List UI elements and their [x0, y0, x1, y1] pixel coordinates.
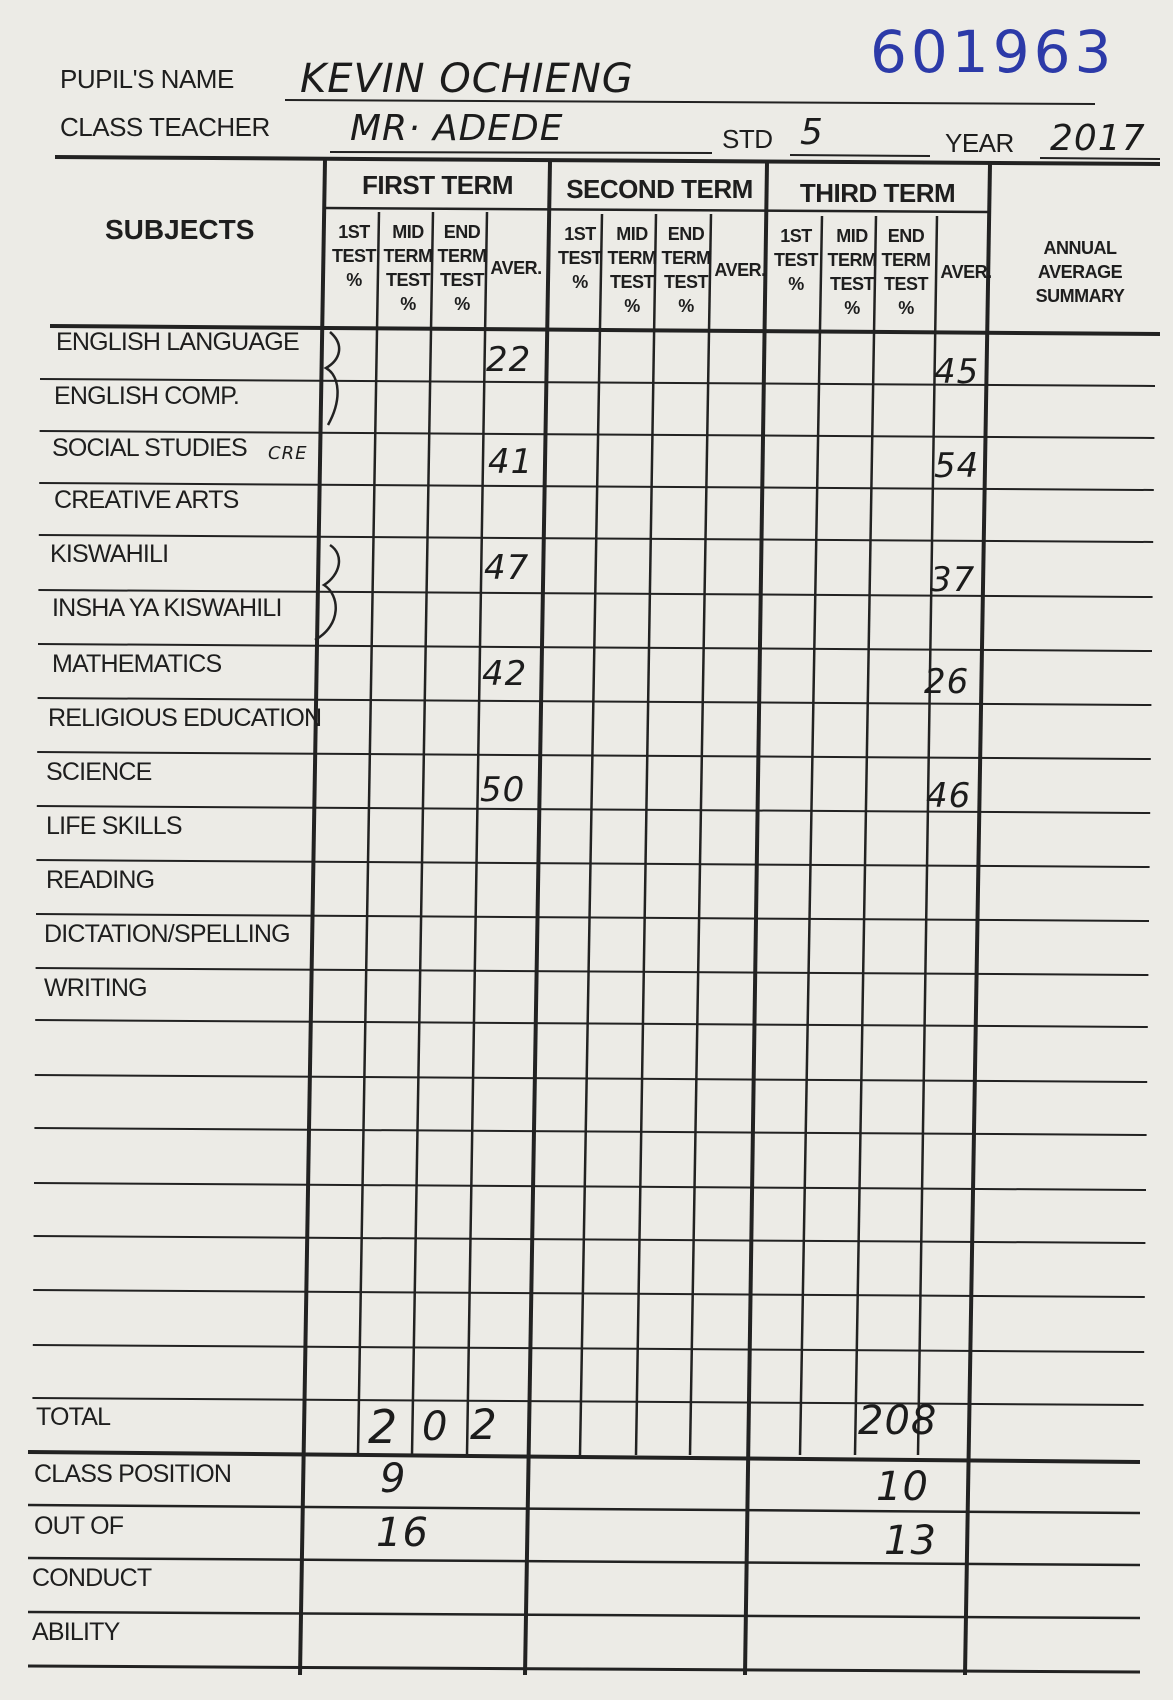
std-value: 5: [800, 112, 824, 153]
ability-label: ABILITY: [32, 1618, 120, 1646]
year-value: 2017: [1050, 118, 1146, 159]
third-term-header: THIRD TERM: [799, 178, 956, 208]
subheader-line: TEST: [331, 246, 376, 266]
total-label: TOTAL: [36, 1403, 111, 1431]
subject-row-label: INSHA YA KISWAHILI: [52, 594, 282, 622]
annual-line-2: AVERAGE: [1037, 262, 1123, 282]
subheader-mid-term1: [380, 220, 436, 316]
subheader-line: %: [572, 272, 588, 292]
subheader-line: MID: [616, 224, 648, 244]
subheader-line: TERM: [437, 246, 487, 266]
subheader-mid-term2: [604, 222, 660, 318]
class-teacher-label: CLASS TEACHER: [60, 112, 270, 142]
out-of-first: 16: [376, 1510, 429, 1556]
third-aver-kiswahili: 37: [930, 560, 976, 600]
first-aver-social: 41: [488, 442, 534, 482]
row-line: [33, 1345, 1144, 1352]
serial-number: 601963: [870, 18, 1116, 86]
std-label: STD: [722, 124, 773, 154]
subject-row-label: RELIGIOUS EDUCATION: [48, 704, 322, 732]
subheader-line: TEST: [609, 272, 654, 292]
position-first: 9: [380, 1456, 407, 1502]
class-teacher-value: MR· ADEDE: [350, 108, 564, 149]
annual-line-3: SUMMARY: [1035, 286, 1125, 306]
subject-row-label: ENGLISH COMP.: [54, 382, 240, 410]
row-line: [33, 1290, 1145, 1297]
conduct-label: CONDUCT: [32, 1564, 152, 1592]
third-aver-maths: 26: [924, 662, 970, 702]
row-line: [35, 1075, 1147, 1082]
subheader-mid-term3: [824, 224, 880, 320]
subheader-line: END: [887, 226, 925, 246]
subheader-line: TEST: [829, 274, 874, 294]
row-line: [36, 860, 1149, 867]
row-line: [32, 1398, 1143, 1405]
subheader-line: TERM: [607, 248, 657, 268]
subheader-line: %: [898, 298, 914, 318]
subject-row-label: ENGLISH LANGUAGE: [56, 328, 299, 356]
pupil-name-value: KEVIN OCHIENG: [300, 56, 634, 102]
subject-row-label: KISWAHILI: [50, 540, 169, 568]
subject-row-label: CREATIVE ARTS: [54, 486, 239, 514]
subheader-line: TEST: [557, 248, 602, 268]
first-term-header: FIRST TERM: [362, 170, 513, 200]
subheader-line: TEST: [385, 270, 430, 290]
third-aver-science: 46: [926, 776, 972, 816]
subject-row-label: MATHEMATICS: [52, 650, 222, 678]
subheader-aver-term3: AVER.: [940, 262, 992, 282]
subheader-line: %: [346, 270, 362, 290]
row-line: [34, 1128, 1146, 1135]
row-line: [34, 1236, 1146, 1243]
subject-row-label: READING: [46, 866, 155, 894]
subheader-line: %: [454, 294, 470, 314]
row-line: [35, 1020, 1148, 1027]
total-first-digit-2: 0: [422, 1404, 449, 1450]
subheader-line: TERM: [383, 246, 433, 266]
row-line: [37, 752, 1151, 759]
subheader-end-term3: [878, 224, 934, 320]
subject-row-label: SOCIAL STUDIES: [52, 434, 247, 462]
row-line: [36, 968, 1149, 975]
subheader-end-term1: [434, 220, 490, 316]
subheader-line: TERM: [827, 250, 877, 270]
first-aver-english: 22: [486, 340, 532, 380]
subheader-line: 1ST: [780, 226, 812, 246]
subject-row-label: LIFE SKILLS: [46, 812, 182, 840]
subject-row-label: WRITING: [44, 974, 147, 1002]
subheader-line: %: [788, 274, 804, 294]
subheader-line: TERM: [661, 248, 711, 268]
subheader-line: %: [678, 296, 694, 316]
subheader-line: MID: [836, 226, 868, 246]
subheader-line: TEST: [663, 272, 708, 292]
subject-row-label: DICTATION/SPELLING: [44, 920, 290, 948]
third-aver-social: 54: [934, 446, 980, 486]
subheader-line: %: [624, 296, 640, 316]
subheader-1st-term2: [552, 222, 608, 294]
position-third: 10: [876, 1464, 929, 1510]
total-first-digit-1: 2: [368, 1400, 399, 1454]
subjects-header: SUBJECTS: [105, 214, 255, 245]
second-term-header: SECOND TERM: [566, 174, 753, 204]
class-position-label: CLASS POSITION: [34, 1460, 232, 1488]
pupil-name-label: PUPIL'S NAME: [60, 64, 234, 94]
social-studies-note: CRE: [268, 443, 308, 464]
annual-line-1: ANNUAL: [1043, 238, 1117, 258]
subheader-aver-term2: AVER.: [714, 260, 766, 280]
third-aver-english: 45: [934, 352, 980, 392]
subheader-line: %: [400, 294, 416, 314]
subheader-1st-term3: [768, 224, 824, 296]
subheader-line: TEST: [773, 250, 818, 270]
subheader-end-term2: [658, 222, 714, 318]
year-label: YEAR: [945, 128, 1014, 158]
subheader-line: TERM: [881, 250, 931, 270]
annual-summary-header: [1000, 236, 1160, 308]
subject-row-label: SCIENCE: [46, 758, 152, 786]
subheader-line: MID: [392, 222, 424, 242]
subheader-line: END: [667, 224, 705, 244]
subheader-line: %: [844, 298, 860, 318]
first-aver-kiswahili: 47: [484, 548, 530, 588]
first-aver-maths: 42: [482, 654, 528, 694]
row-line: [34, 1183, 1146, 1190]
subheader-line: 1ST: [338, 222, 370, 242]
subheader-line: TEST: [439, 270, 484, 290]
subheader-line: TEST: [883, 274, 928, 294]
subheader-line: END: [443, 222, 481, 242]
out-of-third: 13: [884, 1518, 937, 1564]
subheader-line: 1ST: [564, 224, 596, 244]
subheader-1st-term1: [326, 220, 382, 292]
out-of-label: OUT OF: [34, 1512, 124, 1540]
total-third: 208: [858, 1398, 938, 1444]
subheader-aver-term1: AVER.: [490, 258, 542, 278]
total-first-digit-3: 2: [470, 1400, 498, 1449]
row-line: [37, 806, 1150, 813]
first-aver-science: 50: [480, 770, 526, 810]
